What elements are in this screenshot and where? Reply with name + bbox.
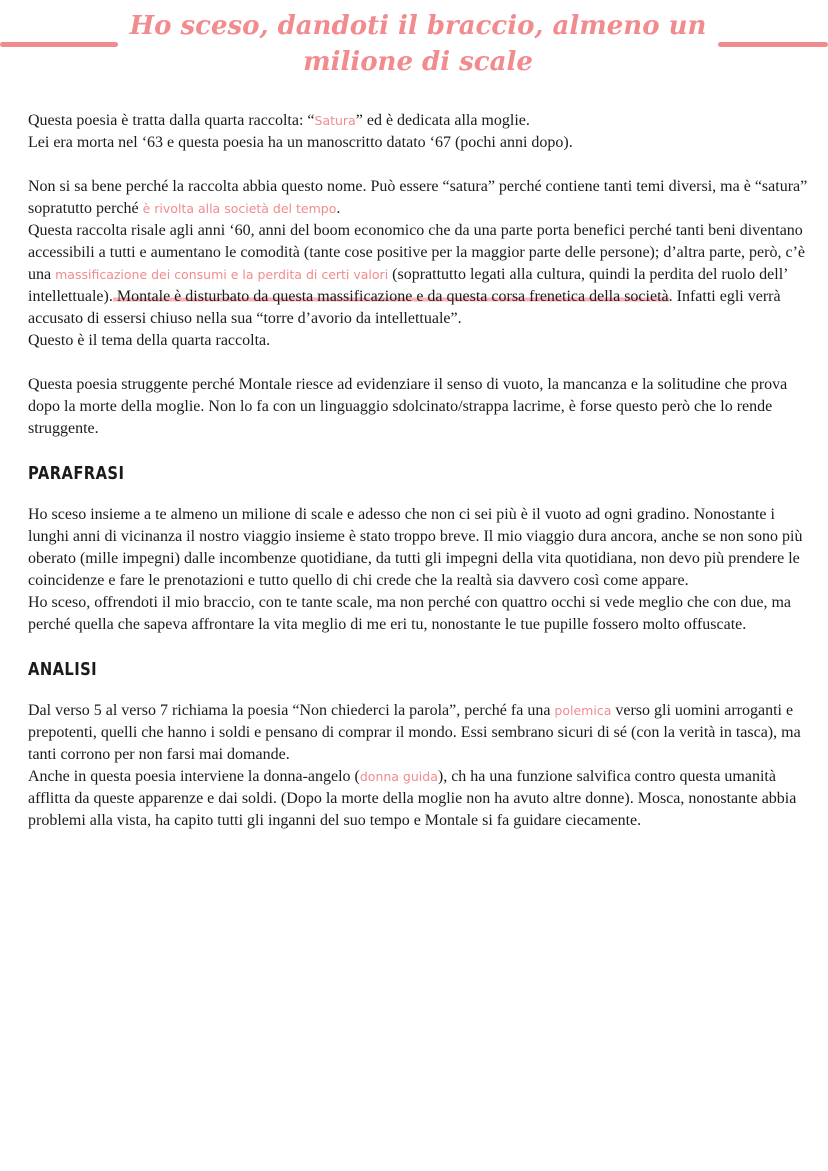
text: ), ch ha una funzione salvifica contro questa umanità afflitta da queste apparenze e dai soldi. (Dopo la morte della moglie non ha avuto altre donne). Mosca, nonostante abbia problemi alla vista, ha capito tutti gli inganni del suo tempo e Montale si fa guidare ciecamente. — [28, 768, 797, 829]
text: verso gli uomini arroganti e prepotenti, quelli che hanno i soldi e pensano di comprar il mondo. Essi sembrano sicuri di sé (con la verità in tasca), ma tanti corrono per non farsi mai domande. — [28, 702, 801, 763]
highlight-massification: massificazione dei consumi e la perdita di certi valori — [55, 267, 389, 282]
page-title — [120, 8, 716, 80]
intro-paragraph-1 — [28, 110, 808, 154]
text: Dal verso 5 al verso 7 richiama la poesia “Non chiederci la parola”, perché fa una — [28, 702, 555, 719]
title-block — [0, 8, 828, 88]
parafrasi-paragraph — [28, 504, 808, 636]
text: Anche in questa poesia interviene la donna-angelo ( — [28, 768, 360, 785]
text: Non si sa bene perché la raccolta abbia questo nome. Può essere “satura” perché contiene tanti temi diversi, ma è “satura” sopratutto perché — [28, 178, 808, 217]
highlight-satura: Satura — [314, 113, 356, 128]
intro-paragraph-2 — [28, 176, 808, 352]
text: . — [336, 200, 341, 217]
text: Questa raccolta risale agli anni ‘60, anni del boom economico che da una parte porta benefici perché tanti beni diventano accessibili a tutti e aumentano le comodità (tante cose positive per la maggior parte delle persone); d’altra parte, però, c’è una — [28, 222, 806, 283]
title-rule-right — [718, 42, 828, 47]
text: ” ed è dedicata alla moglie. — [355, 112, 530, 129]
analisi-paragraph — [28, 700, 808, 832]
text: Ho sceso, offrendoti il mio braccio, con te tante scale, ma non perché con quattro occhi si vede meglio che con due, ma perché quella che sapeva affrontare la vita meglio di me eri tu, nonostante le tue pupille fossero molto offuscate. — [28, 594, 791, 633]
highlight-polemica: polemica — [554, 703, 612, 718]
title-line-1: Ho sceso, dandoti il braccio, almeno un — [129, 11, 707, 41]
title-line-2: milione di scale — [303, 47, 533, 77]
section-heading-parafrasi: PARAFRASI — [28, 463, 125, 484]
section-heading-analisi: ANALISI — [28, 659, 98, 680]
underlined-sentence: Montale è disturbato da questa massificazione e da questa corsa frenetica della società — [112, 288, 669, 305]
text: (soprattutto legati alla cultura, quindi la perdita del ruolo dell’ intellettuale). — [28, 266, 788, 305]
text: . Infatti egli verrà accusato di essersi chiuso nella sua “torre d’avorio da intellettuale”. — [28, 288, 781, 327]
highlight-donna-guida: donna guida — [359, 769, 438, 784]
title-rule-left — [0, 42, 118, 47]
text: Questo è il tema della quarta raccolta. — [28, 332, 271, 349]
text: Lei era morta nel ‘63 e questa poesia ha un manoscritto datato ‘67 (pochi anni dopo). — [28, 134, 573, 151]
text: Questa poesia è tratta dalla quarta raccolta: “ — [28, 112, 315, 129]
intro-paragraph-3: Questa poesia struggente perché Montale riesce ad evidenziare il senso di vuoto, la mancanza e la solitudine che prova dopo la morte della moglie. Non lo fa con un linguaggio sdolcinato/strappa lacrime, è forse questo però che lo rende struggente. — [28, 376, 788, 437]
highlight-society: è rivolta alla società del tempo — [142, 201, 337, 216]
text: Ho sceso insieme a te almeno un milione di scale e adesso che non ci sei più è il vuoto ad ogni gradino. Nonostante i lunghi anni di vicinanza il nostro viaggio insieme è stato troppo breve. Il mio viaggio dura ancora, anche se non sono più oberato (mille impegni) dalle incombenze quotidiane, da tutti gli impegni della vita quotidiana, non devo più prendere le coincidenze e fare le prenotazioni e tutto quello di chi crede che la realtà sia davvero così come appare. — [28, 506, 803, 589]
document-body — [28, 110, 808, 854]
